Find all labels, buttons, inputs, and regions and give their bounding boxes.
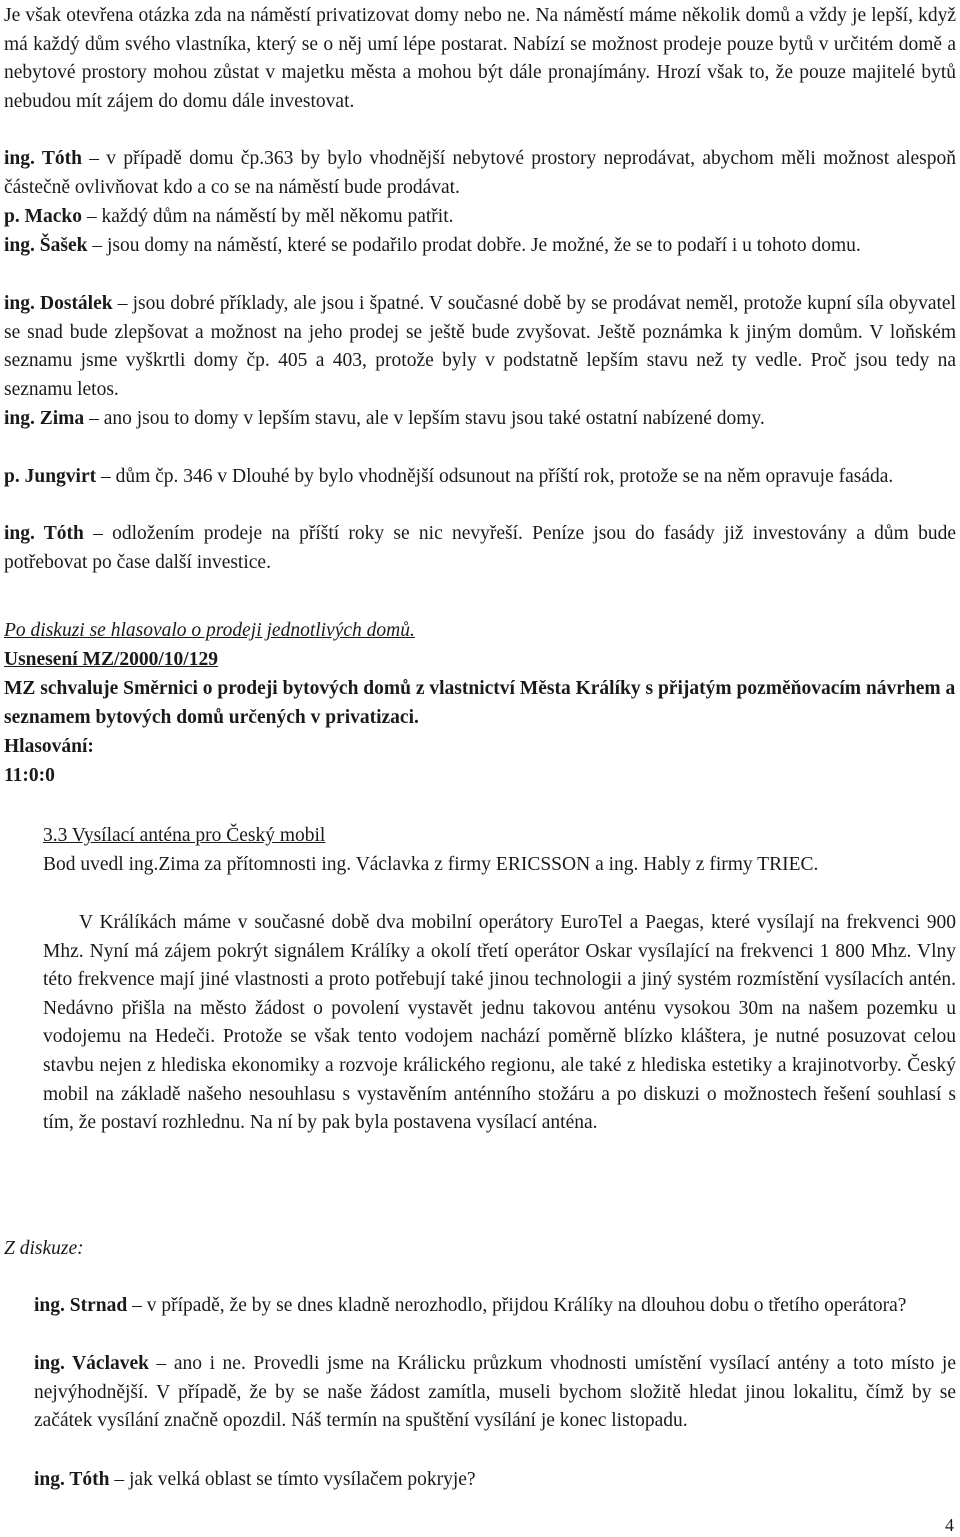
speaker-name: ing. Zima [4,408,85,429]
speaker-dash: – [127,1295,147,1316]
vote-label [4,733,956,762]
speaker-dash: – [96,466,116,487]
speaker-dash: – [87,235,107,256]
speaker-text: ano i ne. Provedli jsme na Králicku průzkum vhodnosti umístění vysílací antény a toto místo je nejvýhodnější. V případě, že by se naše žádost zamítla, museli bychom složitě hledat jinou lokalitu, čímž by se začátek vysílání značně opozdil. Náš termín na spuštění vysílání je konec listopadu. [34,1353,956,1432]
speaker-text: v případě, že by se dnes kladně nerozhodlo, přijdou Králíky na dlouhou dobu o třetího operátora? [146,1295,907,1316]
speaker-name: p. Jungvirt [4,466,97,487]
vote-intro: Po diskuzi se hlasovalo o prodeji jednotlivých domů. [4,620,415,641]
speaker-name: ing. Tóth [34,1469,110,1490]
speaker-name: ing. Dostálek [4,293,113,314]
speaker-text: ano jsou to domy v lepším stavu, ale v lepším stavu jsou také ostatní nabízené domy. [103,408,765,429]
speaker-text: v případě domu čp.363 by bylo vhodnější nebytové prostory neprodávat, abychom měli možnost alespoň částečně ovlivňovat kdo a co se na náměstí bude prodávat. [4,148,957,198]
speaker-entry [4,203,956,232]
speaker-text: jsou domy na náměstí, které se podařilo prodat dobře. Je možné, že se to podaří i u tohoto domu. [106,235,861,256]
speaker-entry [4,520,956,577]
speaker-dash: – [82,206,102,227]
speaker-entry [4,463,956,492]
section-body: V Králíkách máme v současné době dva mobilní operátory EuroTel a Paegas, které vysílají na frekvenci 900 Mhz. Nyní má zájem pokrýt signálem Králíky a okolí třetí operátor Oskar vysílající na frekvenci 1 800 Mhz. Vlny této frekvence mají jiné vlastnosti a proto potřebují také jinou technologii a jiný systém rozmístění vysílacích antén. Nedávno přišla na město žádost o povolení vystavět jednu takovou anténu vysokou 30m na našem pozemku u vodojemu na Hedeči. Protože se však tento vodojem nachází poměrně blízko kláštera, je nutné posuzovat celou stavbu nejen z hlediska ekonomiky a rozvoje králického regionu, ale také z hlediska estetiky a krajinotvorby. Český mobil na základě našeho nesouhlasu s vystavěním anténního stožáru a po diskuzi o možnostech řešení souhlasí s tím, že postaví rozhlednu. Na ní by pak byla postavena vysílací anténa. [43,912,956,1134]
speaker-name: ing. Tóth [4,148,82,169]
speaker-entry [4,232,956,261]
section-intro: Bod uvedl ing.Zima za přítomnosti ing. Václavka z firmy ERICSSON a ing. Hably z firmy TRIEC. [43,854,819,875]
speaker-text: dům čp. 346 v Dlouhé by bylo vhodnější odsunout na příští rok, protože se na něm opravuje fasáda. [115,466,894,487]
speaker-name: p. Macko [4,206,82,227]
speaker-text: jak velká oblast se tímto vysílačem pokryje? [129,1469,476,1490]
resolution-text [4,675,956,732]
page-number: 4 [945,1515,954,1535]
speaker-dash: – [81,148,107,169]
speaker-name: ing. Šašek [4,235,88,256]
vote-result [4,762,956,791]
speaker-dash: – [149,1353,174,1374]
speaker-entry [34,1350,956,1436]
speaker-name: ing. Václavek [34,1353,149,1374]
speaker-entry [34,1292,956,1321]
speaker-entry [4,145,956,202]
intro-paragraph: Je však otevřena otázka zda na náměstí privatizovat domy nebo ne. Na náměstí máme několik domů a vždy je lepší, když má každý dům svého vlastníka, který se o něj umí lépe postarat. Nabízí se možnost prodeje pouze bytů v určitém domě a nebytové prostory mohou zůstat v majetku města a mohou být dále pronajímány. Hrozí však to, že pouze majitelé bytů nebudou mít zájem do domu dále investovat. [4,5,956,112]
speaker-name: ing. Tóth [4,523,84,544]
speaker-entry [34,1466,956,1495]
speaker-dash: – [112,293,133,314]
resolution-number-text: Usnesení MZ/2000/10/129 [4,649,218,670]
speaker-entry [4,405,956,434]
speaker-dash: – [84,408,104,429]
resolution-text-body: MZ schvaluje Směrnici o prodeji bytových domů z vlastnictví Města Králíky s přijatým pozměňovacím návrhem a seznamem bytových domů určených v privatizaci. [4,678,956,728]
section-title: 3.3 Vysílací anténa pro Český mobil [43,825,326,846]
speaker-dash: – [83,523,113,544]
speaker-text: každý dům na náměstí by měl někomu patřit. [101,206,454,227]
speaker-text: odložením prodeje na příští roky se nic nevyřeší. Peníze jsou do fasády již investovány a dům bude potřebovat po čase další investice. [4,523,956,573]
speaker-dash: – [109,1469,130,1490]
vote-result-text: 11:0:0 [4,765,55,786]
vote-label-text: Hlasování: [4,736,94,757]
speaker-name: ing. Strnad [34,1295,128,1316]
resolution-number [4,646,956,675]
speaker-text: jsou dobré příklady, ale jsou i špatné. V současné době by se prodávat neměl, protože kupní síla obyvatel se snad bude zlepšovat a možnost na jeho prodej se ještě bude zvyšovat. Ještě poznámka k jiným domům. V loňském seznamu jsme vyškrtli domy čp. 405 a 403, protože byly v podstatně lepším stavu než ty vedle. Proč jsou tedy na seznamu letos. [4,293,956,400]
speaker-entry [4,290,956,404]
discussion-label: Z diskuze: [4,1238,84,1259]
